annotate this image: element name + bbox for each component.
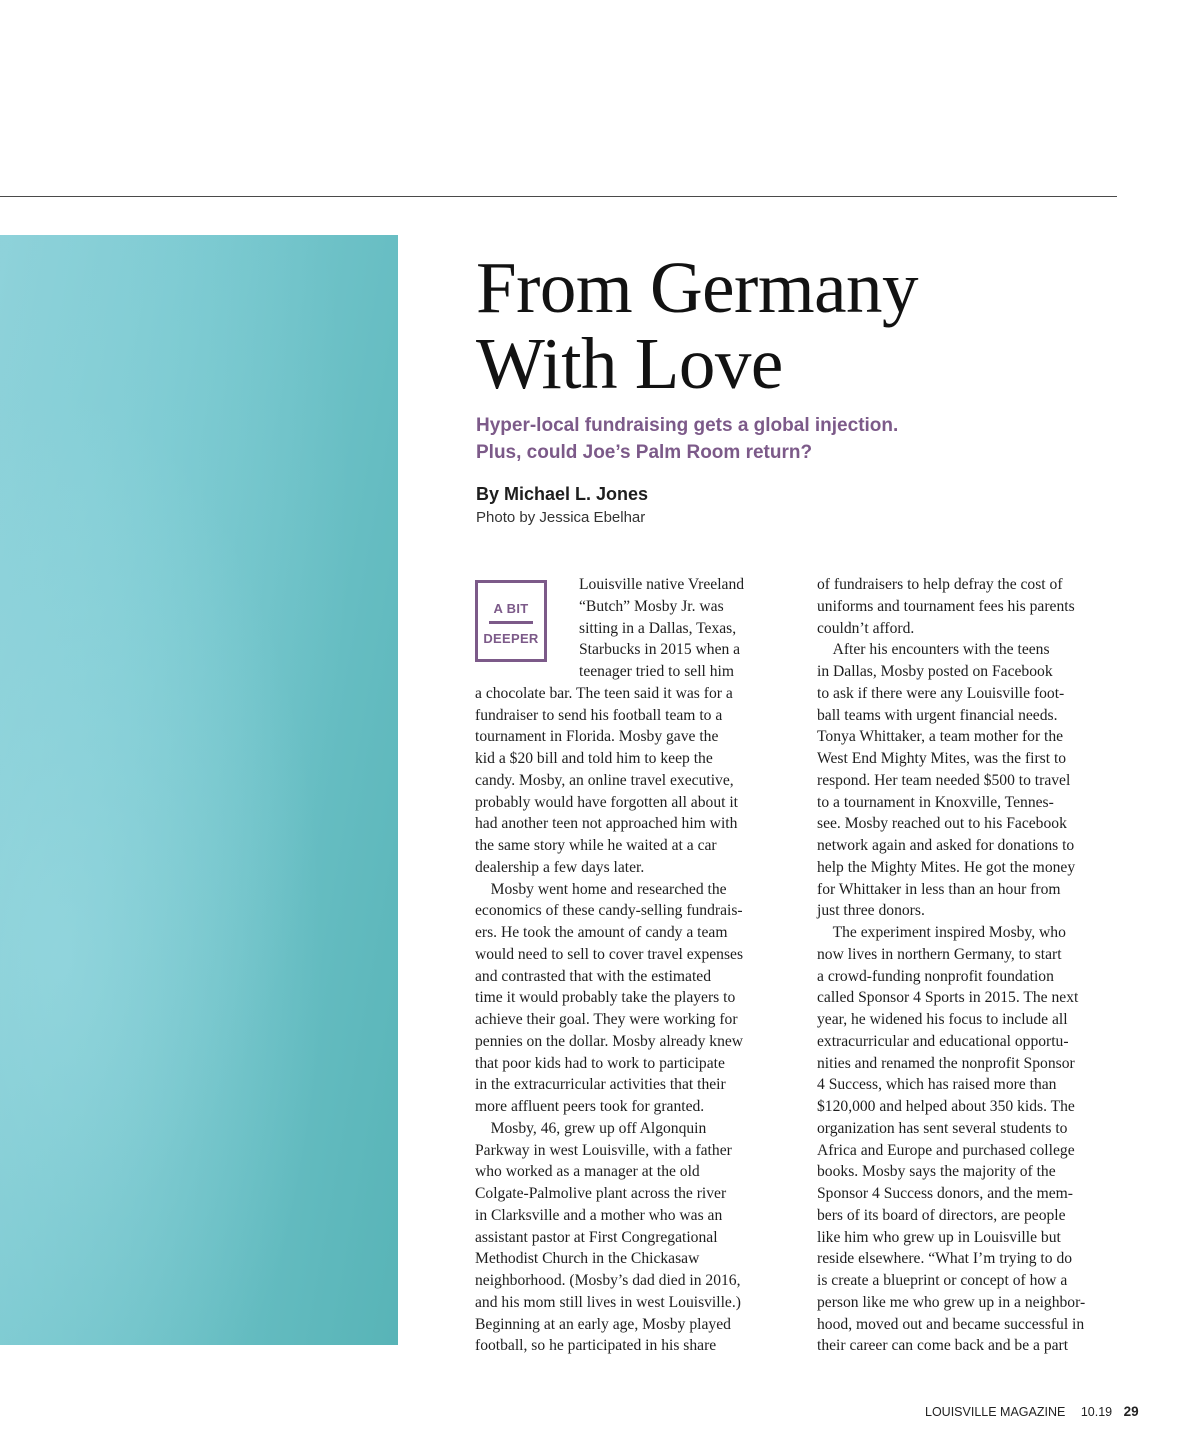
article-line: Sponsor 4 Success donors, and the mem- [817,1185,1073,1202]
article-line: After his encounters with the teens [817,641,1050,659]
article-line: to a tournament in Knoxville, Tennes- [817,793,1054,811]
article-line: had another teen not approached him with [475,815,738,833]
article-line: Parkway in west Louisville, with a father [475,1141,732,1159]
headline-line-1: From Germany [476,247,919,328]
article-line: probably would have forgotten all about it [475,793,739,811]
cover-photo [0,235,398,1345]
article-column-2 [817,574,1122,1357]
article-line: kid a $20 bill and told him to keep the [475,750,713,767]
badge-line-1: A BIT [493,601,529,616]
article-line: would need to sell to cover travel expenses [475,945,744,963]
article-line: person like me who grew up in a neighbor- [817,1293,1086,1311]
article-line: achieve their goal. They were working for [475,1011,738,1028]
article-line: tournament in Florida. Mosby gave the [475,728,719,746]
article-line: their career can come back and be a part [817,1337,1069,1355]
article-line: and his mom still lives in west Louisville.) [475,1293,741,1311]
article-line: couldn’t afford. [817,619,915,637]
article-line: assistant pastor at First Congregational [475,1228,718,1246]
article-line: network again and asked for donations to [817,837,1075,854]
article-line: sitting in a Dallas, Texas, [579,619,737,637]
article-line: books. Mosby says the majority of the [817,1163,1056,1181]
article-line: organization has sent several students to [817,1119,1068,1137]
article-line: help the Mighty Mites. He got the money [817,858,1076,876]
article-line: Mosby, 46, grew up off Algonquin [475,1119,707,1137]
article-line: Africa and Europe and purchased college [817,1141,1075,1159]
article-line: time it would probably take the players to [475,989,736,1007]
article-line: for Whittaker in less than an hour from [817,880,1061,898]
article-dek [476,412,898,466]
article-line: Colgate-Palmolive plant across the river [475,1185,727,1202]
article-line: the same story while he waited at a car [475,837,717,854]
page-number: 29 [1123,1404,1139,1419]
dek-line-2: Plus, could Joe’s Palm Room return? [476,442,813,463]
article-line: who worked as a manager at the old [475,1163,700,1181]
article-line: Mosby went home and researched the [475,880,727,898]
top-divider [0,196,1117,197]
article-line: in the extracurricular activities that their [475,1076,726,1094]
article-line: called Sponsor 4 Sports in 2015. The next [817,989,1079,1007]
article-line: ball teams with urgent financial needs. [817,706,1058,724]
footer-issue: 10.19 [1080,1405,1113,1419]
article-line: ers. He took the amount of candy a team [475,924,728,941]
article-column-1 [475,574,780,1357]
article-line: like him who grew up in Louisville but [817,1228,1061,1246]
article-line: a chocolate bar. The teen said it was for a [475,684,733,702]
byline: By Michael L. Jones [476,484,649,504]
article-line: more affluent peers took for granted. [475,1098,705,1115]
article-line: $120,000 and helped about 350 kids. The [817,1098,1075,1115]
article-line: candy. Mosby, an online travel executive, [475,771,734,789]
article-line: a crowd-funding nonprofit foundation [817,967,1054,985]
article-line: hood, moved out and became successful in [817,1315,1085,1333]
article-line: Tonya Whittaker, a team mother for the [817,728,1064,746]
headline-line-2: With Love [476,323,783,404]
photo-credit: Photo by Jessica Ebelhar [476,509,646,526]
article-line: extracurricular and educational opportu- [817,1032,1069,1050]
article-line: year, he widened his focus to include all [817,1011,1068,1028]
article-line: Beginning at an early age, Mosby played [475,1315,731,1333]
article-line: football, so he participated in his share [475,1337,717,1355]
article-line: Methodist Church in the Chickasaw [475,1250,700,1268]
article-line: is create a blueprint or concept of how a [817,1272,1068,1289]
article-line: Starbucks in 2015 when a [579,641,741,659]
article-line: pennies on the dollar. Mosby already knew [475,1032,744,1050]
article-line: now lives in northern Germany, to start [817,945,1062,963]
article-line: that poor kids had to work to participate [475,1054,725,1072]
page-footer [925,1404,1139,1419]
article-line: nities and renamed the nonprofit Sponsor [817,1054,1075,1072]
article-line: West End Mighty Mites, was the first to [817,750,1067,767]
article-line: reside elsewhere. “What I’m trying to do [817,1250,1073,1268]
article-line: to ask if there were any Louisville foot- [817,684,1065,702]
article-line: Louisville native Vreeland [579,576,745,593]
article-line: in Dallas, Mosby posted on Facebook [817,663,1053,680]
article-line: see. Mosby reached out to his Facebook [817,815,1067,833]
article-line: dealership a few days later. [475,858,645,876]
article-line: uniforms and tournament fees his parents [817,597,1075,615]
article-headline [476,247,919,404]
badge-line-2: DEEPER [483,631,539,646]
article-line: and contrasted that with the estimated [475,967,712,985]
article-line: economics of these candy-selling fundrais- [475,902,743,920]
article-line: of fundraisers to help defray the cost of [817,576,1063,593]
article-line: in Clarksville and a mother who was an [475,1206,723,1224]
article-line: bers of its board of directors, are people [817,1206,1066,1224]
article-line: 4 Success, which has raised more than [817,1076,1057,1094]
dek-line-1: Hyper-local fundraising gets a global injection. [476,415,899,436]
article-line: fundraiser to send his football team to a [475,706,723,724]
article-line: respond. Her team needed $500 to travel [817,771,1071,789]
article-line: “Butch” Mosby Jr. was [579,597,724,615]
article-line: neighborhood. (Mosby’s dad died in 2016, [475,1272,741,1289]
article-line: teenager tried to sell him [579,663,735,680]
article-line: just three donors. [817,902,925,920]
footer-publication: LOUISVILLE MAGAZINE [925,1405,1066,1419]
article-line: The experiment inspired Mosby, who [817,924,1066,941]
